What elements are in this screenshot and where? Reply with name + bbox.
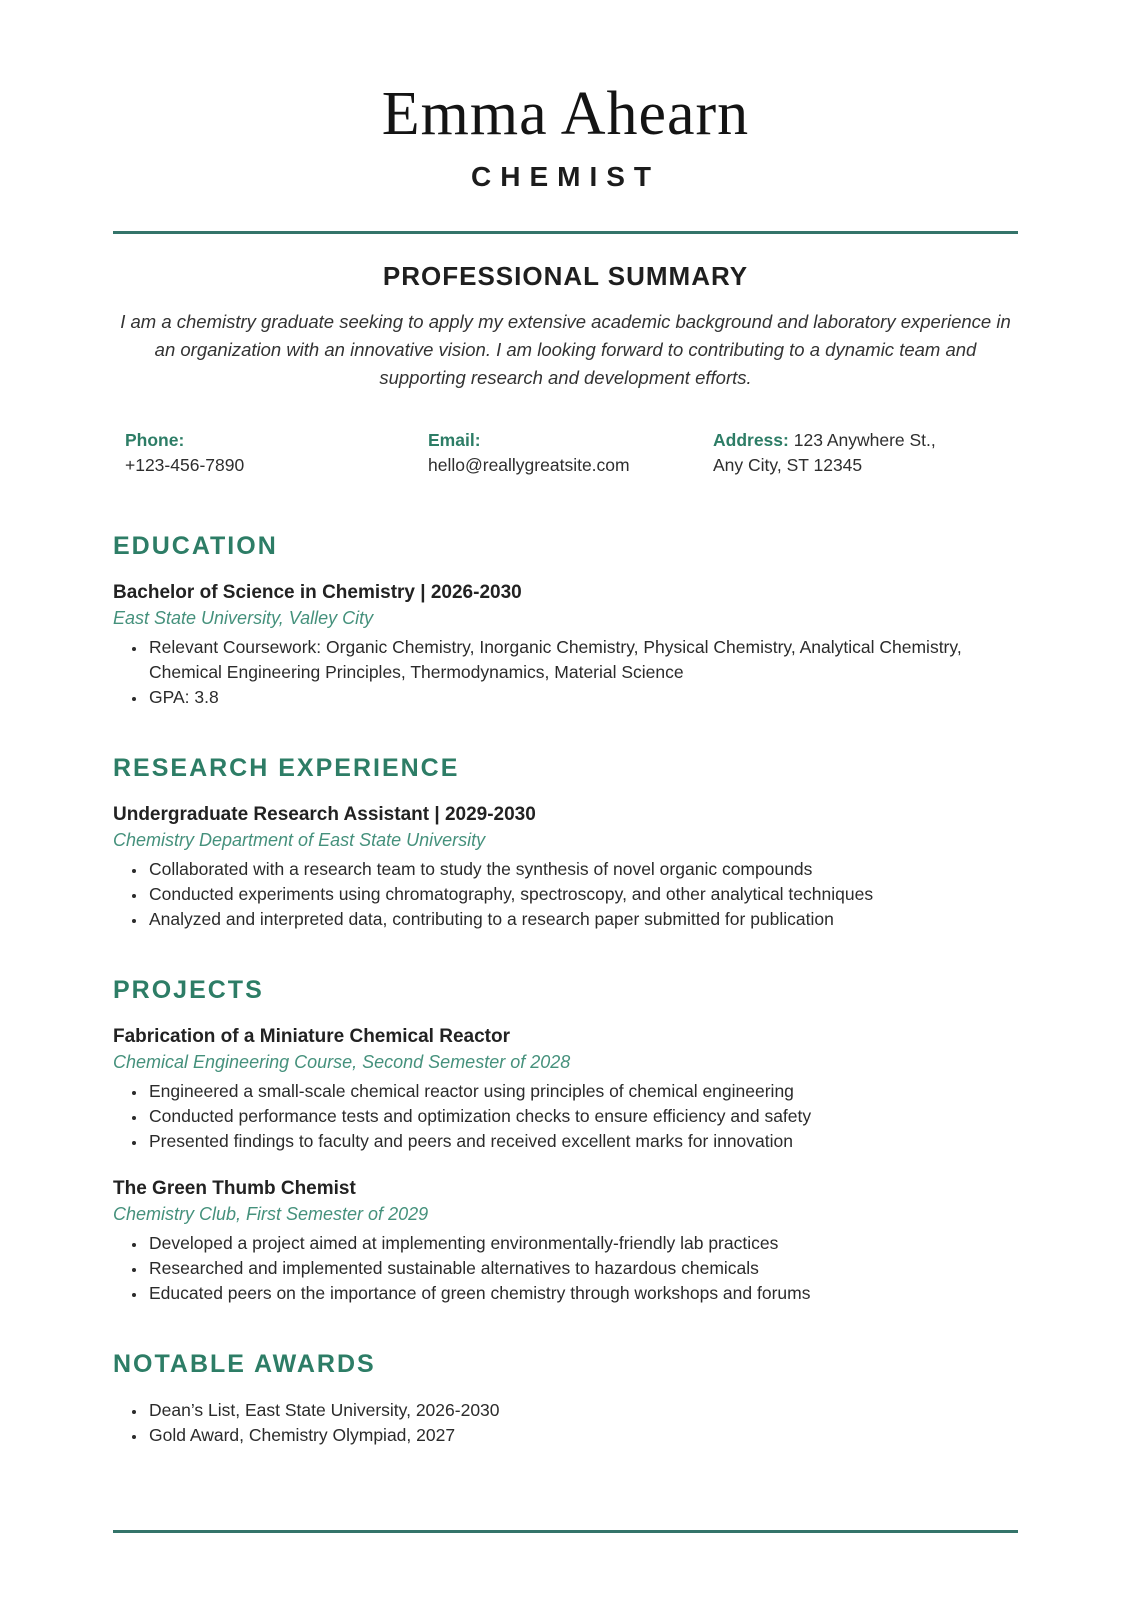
entry (113, 802, 1018, 932)
summary-text: I am a chemistry graduate seeking to apply my extensive academic background and laboratory experience in an organization with an innovative vision. I am looking forward to contributing to a dynamic team and supporting research and development efforts. (120, 311, 1011, 388)
entry (113, 580, 1018, 710)
section-heading: EDUCATION (113, 532, 278, 561)
section (113, 976, 1018, 1306)
section-heading: PROJECTS (113, 976, 264, 1005)
summary-heading: PROFESSIONAL SUMMARY (382, 261, 749, 292)
phone-label: Phone: (125, 429, 185, 450)
phone-value: +123-456-7890 (125, 455, 245, 476)
address-value-line2: Any City, ST 12345 (713, 455, 863, 476)
entry-title: The Green Thumb Chemist (113, 1178, 356, 1200)
bullet-item: • Conducted performance tests and optimization checks to ensure efficiency and safety (147, 1104, 1018, 1129)
sections (113, 532, 1018, 1448)
summary-section (113, 261, 1018, 391)
entry-bullets (113, 1231, 1018, 1306)
bullet-item: • Developed a project aimed at implementing environmentally-friendly lab practices (147, 1231, 1018, 1256)
entry-subtitle: Chemical Engineering Course, Second Semester of 2028 (113, 1052, 571, 1073)
bullet-item: • Presented findings to faculty and peers and received excellent marks for innovation (147, 1129, 1018, 1154)
top-divider (113, 231, 1018, 234)
bullet-item: • Researched and implemented sustainable alternatives to hazardous chemicals (147, 1256, 1018, 1281)
entry-bullets (113, 857, 1018, 932)
bullet-item: • GPA: 3.8 (147, 685, 1018, 710)
section-heading: RESEARCH EXPERIENCE (113, 754, 460, 783)
header (113, 80, 1018, 193)
resume-content (113, 0, 1018, 1448)
entry-subtitle: Chemistry Department of East State University (113, 830, 486, 851)
section (113, 532, 1018, 710)
section-entries (113, 802, 1018, 932)
entry-bullets (113, 1079, 1018, 1154)
entry-bullets (113, 1398, 1018, 1448)
bullet-item: • Conducted experiments using chromatography, spectroscopy, and other analytical techniques (147, 882, 1018, 907)
email-value: hello@reallygreatsite.com (428, 455, 630, 476)
bullet-item: • Gold Award, Chemistry Olympiad, 2027 (147, 1423, 1018, 1448)
email-label: Email: (428, 429, 481, 450)
bullet-item: • Educated peers on the importance of green chemistry through workshops and forums (147, 1281, 1018, 1306)
section-entries (113, 1398, 1018, 1448)
bullet-item: • Relevant Coursework: Organic Chemistry, Inorganic Chemistry, Physical Chemistry, Analytical Chemistry, Chemical Engineering Principles, Thermodynamics, Material Science (147, 635, 1018, 685)
entry-subtitle: East State University, Valley City (113, 608, 374, 629)
entry (113, 1176, 1018, 1306)
contact-phone (125, 428, 428, 479)
address-line1-wrap (713, 428, 1018, 453)
entry (113, 1024, 1018, 1154)
address-label: Address: (713, 429, 789, 450)
entry-title: Fabrication of a Miniature Chemical Reactor (113, 1026, 510, 1048)
contact-address (713, 428, 1018, 479)
section-entries (113, 580, 1018, 710)
address-value-line1: 123 Anywhere St., (793, 429, 936, 450)
entry (113, 1398, 1018, 1448)
entry-title: Bachelor of Science in Chemistry | 2026-2030 (113, 582, 522, 604)
bullet-item: • Collaborated with a research team to study the synthesis of novel organic compounds (147, 857, 1018, 882)
contact-row (113, 428, 1018, 479)
job-title: CHEMIST (471, 161, 660, 193)
bullet-item: • Analyzed and interpreted data, contributing to a research paper submitted for publication (147, 907, 1018, 932)
section-entries (113, 1024, 1018, 1306)
section-heading: NOTABLE AWARDS (113, 1350, 376, 1379)
bottom-divider (113, 1530, 1018, 1533)
bullet-item: • Dean’s List, East State University, 2026-2030 (147, 1398, 1018, 1423)
person-name: Emma Ahearn (381, 80, 750, 148)
entry-title: Undergraduate Research Assistant | 2029-2030 (113, 804, 536, 826)
contact-email (428, 428, 713, 479)
entry-bullets (113, 635, 1018, 710)
entry-subtitle: Chemistry Club, First Semester of 2029 (113, 1204, 429, 1225)
section (113, 754, 1018, 932)
bullet-item: • Engineered a small-scale chemical reactor using principles of chemical engineering (147, 1079, 1018, 1104)
section (113, 1350, 1018, 1448)
